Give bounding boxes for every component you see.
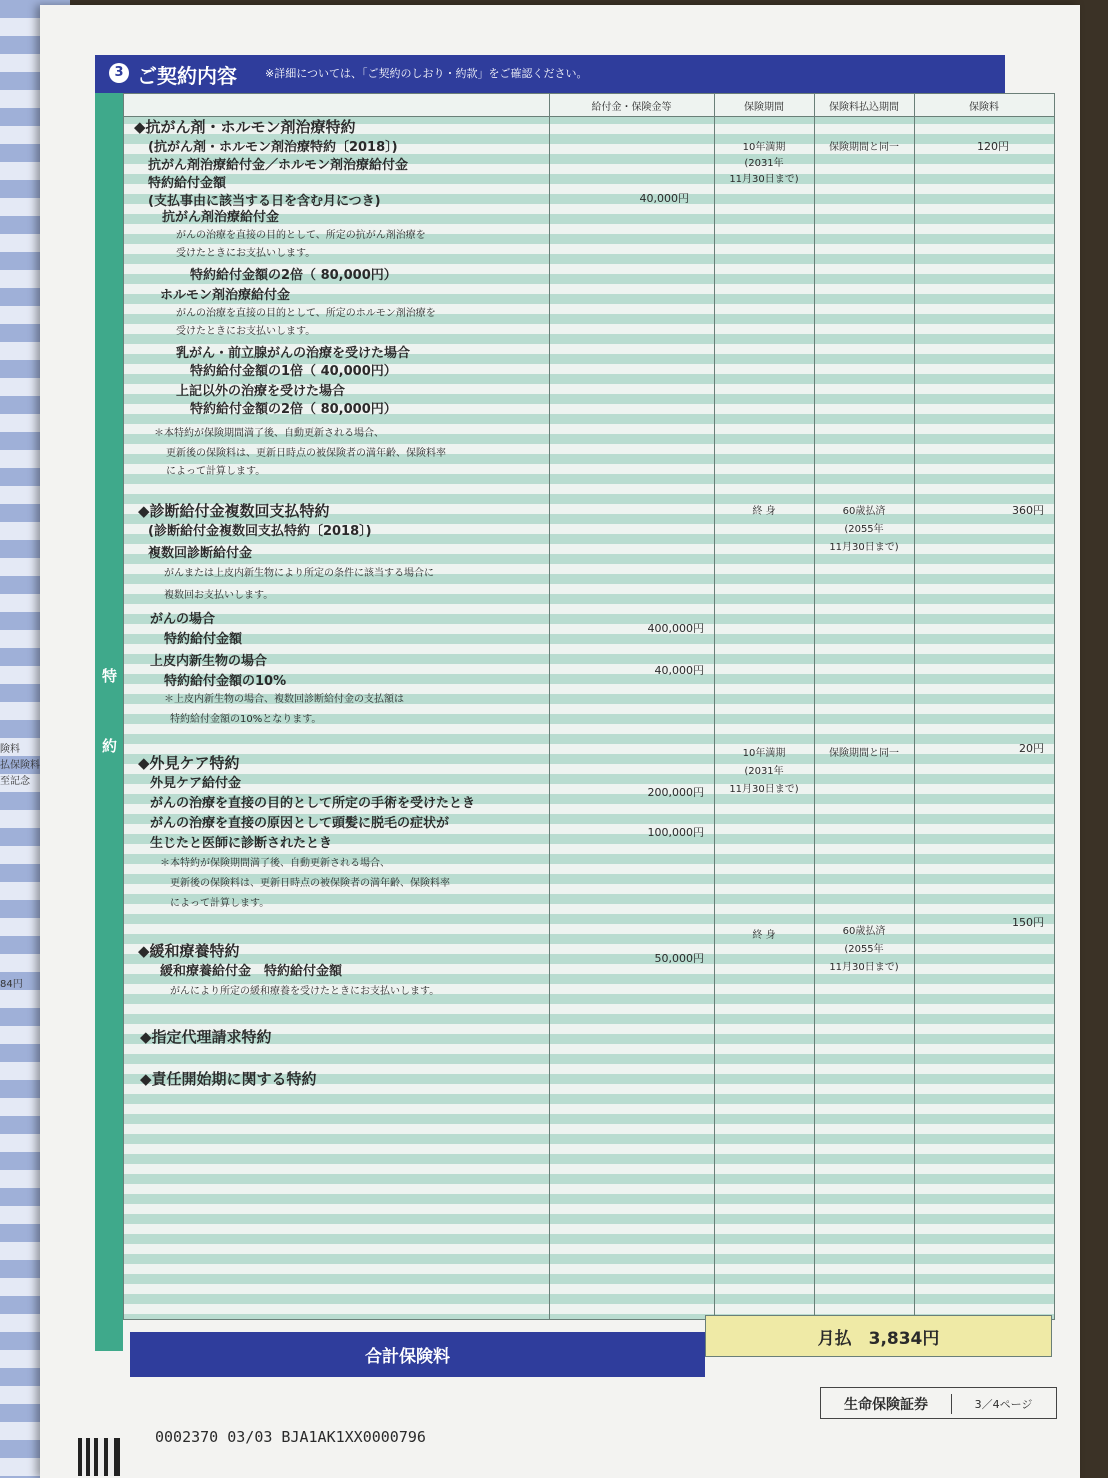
benefit-title: 抗がん剤治療給付金 [162, 210, 280, 225]
rider-title: ◆責任開始期に関する特約 [140, 1070, 317, 1088]
premium-value: 120円 [977, 140, 1009, 153]
column-divider [714, 94, 715, 1319]
pay-period-value: 11月30日まで) [829, 542, 899, 553]
pay-period-value: (2055年 [844, 524, 884, 535]
column-header-pay-period: 保険料払込期間 [829, 102, 899, 113]
rider-title: ◆外見ケア特約 [138, 754, 240, 772]
column-header-term: 保険期間 [744, 102, 784, 113]
renewal-note: によって計算します。 [166, 466, 266, 477]
rider-title: ◆緩和療養特約 [138, 942, 240, 960]
benefit-case: がんの場合 [150, 612, 216, 627]
rider-line: 外見ケア給付金 [150, 776, 242, 791]
section-title: ご契約内容 [137, 64, 237, 88]
qr-code-icon [78, 1438, 120, 1476]
benefit-case: 乳がん・前立腺がんの治療を受けた場合 [176, 346, 411, 361]
rider-line: 特約給付金額 [148, 176, 227, 191]
renewal-note: 更新後の保険料は、更新日時点の被保険者の満年齢、保険料率 [166, 448, 446, 459]
benefit-amount: 40,000円 [639, 192, 689, 205]
benefit-note: がんの治療を直接の目的として、所定のホルモン剤治療を [176, 308, 436, 319]
rider-title: ◆診断給付金複数回支払特約 [138, 502, 330, 520]
rider-subtitle: (抗がん剤・ホルモン剤治療特約〔2018〕) [148, 140, 398, 155]
benefit-note: がんまたは上皮内新生物により所定の条件に該当する場合に [164, 568, 434, 579]
benefit-amount: 100,000円 [647, 826, 704, 839]
benefit-case: がんの治療を直接の目的として所定の手術を受けたとき [150, 796, 476, 811]
left-note: 険料 [0, 744, 20, 755]
column-divider [549, 94, 550, 1319]
premium-value: 150円 [1012, 916, 1044, 929]
pay-period-value: 11月30日まで) [829, 962, 899, 973]
benefit-case: 上皮内新生物の場合 [150, 654, 268, 669]
section-number: 3 [109, 63, 129, 83]
term-value: 終 身 [752, 506, 776, 517]
benefit-amount: 400,000円 [647, 622, 704, 635]
certificate-box [820, 1387, 1057, 1419]
benefit-label: 特約給付金額の10% [164, 674, 287, 689]
column-divider [814, 94, 815, 1319]
left-page-value: 84円 [0, 979, 23, 990]
pay-period-value: 60歳払済 [842, 506, 886, 517]
rider-subtitle: (診断給付金複数回支払特約〔2018〕) [148, 524, 372, 539]
benefit-amount-text: 特約給付金額の2倍（ 80,000円） [190, 268, 397, 283]
benefit-case: 生じたと医師に診断されたとき [150, 836, 333, 851]
contract-table [123, 93, 1055, 1320]
left-note: 至記念 [0, 776, 30, 787]
total-premium-box [705, 1315, 1052, 1357]
column-header-premium: 保険料 [969, 102, 999, 113]
term-value: 終 身 [752, 930, 776, 941]
pay-period-value: (2055年 [844, 944, 884, 955]
side-label-char: 約 [102, 737, 118, 755]
footnote: ＊上皮内新生物の場合、複数回診断給付金の支払額は [164, 694, 404, 705]
benefit-note: 受けたときにお支払いします。 [176, 248, 316, 259]
column-divider [914, 94, 915, 1319]
benefit-amount-text: 特約給付金額の2倍（ 80,000円） [190, 402, 397, 417]
pay-period-value: 60歳払済 [842, 926, 886, 937]
certificate-title: 生命保険証券 [821, 1394, 952, 1414]
renewal-note: ＊本特約が保険期間満了後、自動更新される場合、 [160, 858, 390, 869]
column-header-benefit: 給付金・保険金等 [591, 102, 672, 113]
left-note: 払保険料 [0, 760, 40, 771]
benefit-label: 特約給付金額 [164, 632, 243, 647]
side-label-char: 特 [102, 667, 118, 685]
rider-title: ◆指定代理請求特約 [140, 1028, 272, 1046]
pay-period-value: 保険期間と同一 [829, 142, 899, 153]
rider-line: 緩和療養給付金 特約給付金額 [160, 964, 343, 979]
benefit-amount-text: 特約給付金額の1倍（ 40,000円） [190, 364, 397, 379]
rider-line: (支払事由に該当する日を含む月につき) [148, 194, 381, 209]
benefit-note: 受けたときにお支払いします。 [176, 326, 316, 337]
section-header [95, 55, 1005, 93]
renewal-note: 更新後の保険料は、更新日時点の被保険者の満年齢、保険料率 [170, 878, 450, 889]
benefit-title: ホルモン剤治療給付金 [160, 288, 291, 303]
total-premium-label: 合計保険料 [365, 1347, 450, 1367]
rider-line: 抗がん剤治療給付金／ホルモン剤治療給付金 [148, 158, 409, 173]
renewal-note: ＊本特約が保険期間満了後、自動更新される場合、 [154, 428, 384, 439]
term-value: (2031年 [744, 766, 784, 777]
benefit-note: がんにより所定の緩和療養を受けたときにお支払いします。 [170, 986, 440, 997]
benefit-case: 上記以外の治療を受けた場合 [176, 384, 346, 399]
term-value: (2031年 [744, 158, 784, 169]
benefit-note: がんの治療を直接の目的として、所定の抗がん剤治療を [176, 230, 426, 241]
footnote: 特約給付金額の10%となります。 [170, 714, 322, 725]
renewal-note: によって計算します。 [170, 898, 270, 909]
term-value: 11月30日まで) [729, 784, 799, 795]
total-premium-value: 月払 3,834円 [817, 1329, 940, 1349]
term-value: 10年満期 [742, 142, 786, 153]
benefit-amount: 200,000円 [647, 786, 704, 799]
term-value: 10年満期 [742, 748, 786, 759]
pay-period-value: 保険期間と同一 [829, 748, 899, 759]
benefit-note: 複数回お支払いします。 [164, 590, 274, 601]
document-code: 0002370 03/03 BJA1AK1XX0000796 [155, 1428, 426, 1446]
premium-value: 20円 [1019, 742, 1044, 755]
page-indicator: 3／4ページ [974, 1398, 1033, 1411]
side-label-rider [95, 93, 123, 1351]
term-value: 11月30日まで) [729, 174, 799, 185]
premium-value: 360円 [1012, 504, 1044, 517]
rider-title: ◆抗がん剤・ホルモン剤治療特約 [134, 118, 356, 136]
benefit-amount: 50,000円 [654, 952, 704, 965]
benefit-case: がんの治療を直接の原因として頭髪に脱毛の症状が [150, 816, 450, 831]
section-note: ※詳細については、「ご契約のしおり・約款」をご確認ください。 [265, 67, 588, 80]
benefit-amount: 40,000円 [654, 664, 704, 677]
total-premium-bar [130, 1332, 705, 1377]
rider-line: 複数回診断給付金 [148, 546, 253, 561]
